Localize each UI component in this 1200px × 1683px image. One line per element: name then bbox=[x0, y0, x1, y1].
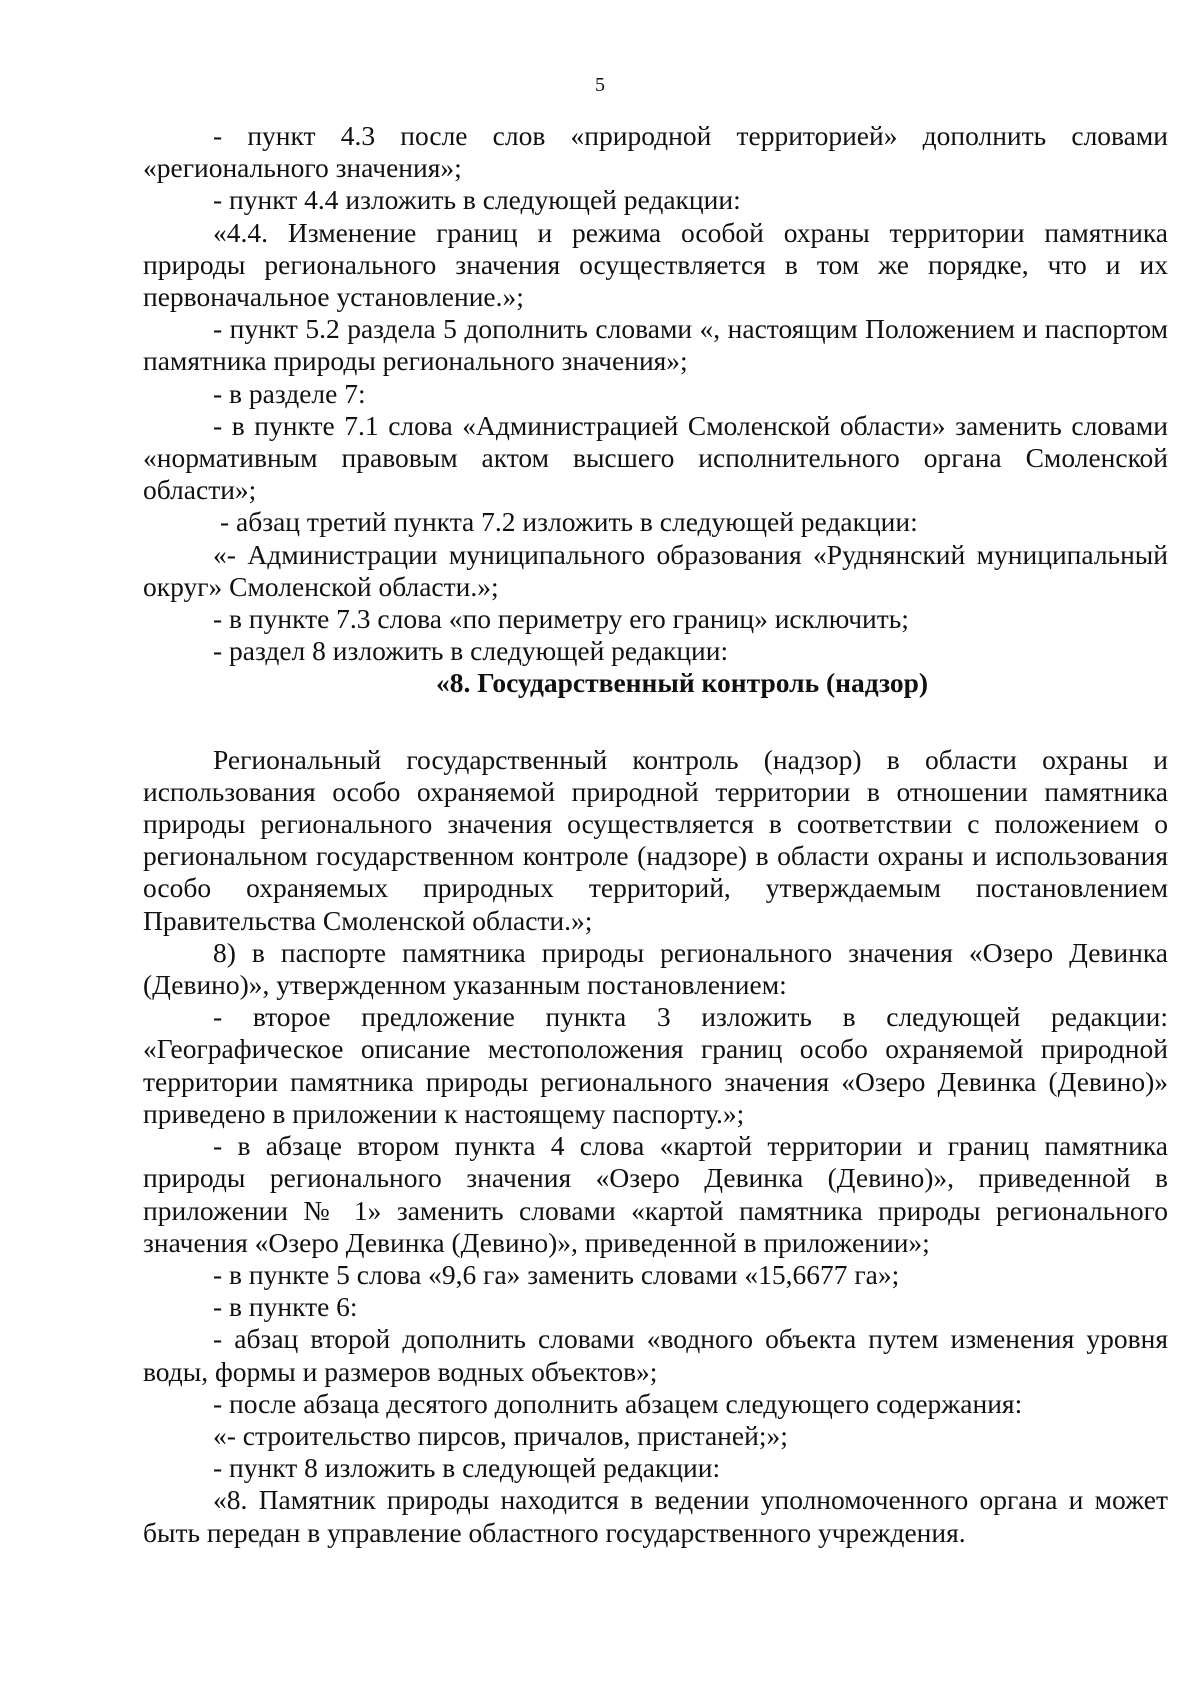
paragraph: «4.4. Изменение границ и режима особой охраны территории памятника природы регионального значения осуществляется в том же порядке, что и их первоначальное установление.»; bbox=[143, 216, 1168, 313]
paragraph: «- строительство пирсов, причалов, пристаней;»; bbox=[213, 1419, 788, 1451]
paragraph: - пункт 5.2 раздела 5 дополнить словами «, настоящим Положением и паспортом памятника природы регионального значения»; bbox=[143, 313, 1168, 377]
paragraph: - абзац второй дополнить словами «водного объекта путем изменения уровня воды, формы и размеров водных объектов»; bbox=[143, 1323, 1168, 1387]
paragraph: Региональный государственный контроль (надзор) в области охраны и использования особо охраняемой природной территории в отношении памятника природы регионального значения осуществляется в соответствии с положением о региональном государственном контроле (надзоре) в области охраны и использования особо охраняемых природных территорий, утверждаемым постановлением Правительства Смоленской области.»; bbox=[143, 743, 1168, 936]
paragraph: - второе предложение пункта 3 изложить в следующей редакции: «Географическое описание местоположения границ особо охраняемой природной территории памятника природы регионального значения «Озеро Девинка (Девино)» приведено в приложении к настоящему паспорту.»; bbox=[143, 1001, 1168, 1129]
paragraph: - раздел 8 изложить в следующей редакции: bbox=[213, 635, 729, 667]
paragraph: «8. Памятник природы находится в ведении уполномоченного органа и может быть передан в управление областного государственного учреждения. bbox=[143, 1484, 1168, 1548]
paragraph: - абзац третий пункта 7.2 изложить в следующей редакции: bbox=[220, 506, 918, 538]
document-body bbox=[143, 120, 1168, 1549]
paragraph: - пункт 4.3 после слов «природной территорией» дополнить словами «регионального значения»; bbox=[143, 120, 1168, 184]
paragraph: 8) в паспорте памятника природы регионального значения «Озеро Девинка (Девино)», утвержденном указанным постановлением: bbox=[143, 936, 1168, 1001]
paragraph: - в пункте 5 слова «9,6 га» заменить словами «15,6677 га»; bbox=[213, 1258, 900, 1290]
paragraph: - в абзаце втором пункта 4 слова «картой территории и границ памятника природы регионального значения «Озеро Девинка (Девино)», приведенной в приложении № 1» заменить словами «картой памятника природы регионального значения «Озеро Девинка (Девино)», приведенной в приложении»; bbox=[143, 1130, 1168, 1258]
paragraph: - в пункте 6: bbox=[213, 1291, 358, 1323]
paragraph: - в пункте 7.3 слова «по периметру его границ» исключить; bbox=[213, 603, 909, 635]
paragraph: - пункт 8 изложить в следующей редакции: bbox=[213, 1452, 721, 1484]
paragraph: - в пункте 7.1 слова «Администрацией Смоленской области» заменить словами «нормативным правовым актом высшего исполнительного органа Смоленской области»; bbox=[143, 409, 1168, 506]
section-heading: «8. Государственный контроль (надзор) bbox=[436, 667, 929, 699]
paragraph: - после абзаца десятого дополнить абзацем следующего содержания: bbox=[213, 1387, 1023, 1419]
paragraph: - в разделе 7: bbox=[213, 377, 366, 409]
page-number: 5 bbox=[595, 74, 605, 96]
spacer bbox=[143, 700, 1168, 744]
paragraph: - пункт 4.4 изложить в следующей редакции: bbox=[213, 184, 741, 216]
paragraph: «- Администрации муниципального образования «Руднянский муниципальный округ» Смоленской области.»; bbox=[143, 538, 1168, 602]
